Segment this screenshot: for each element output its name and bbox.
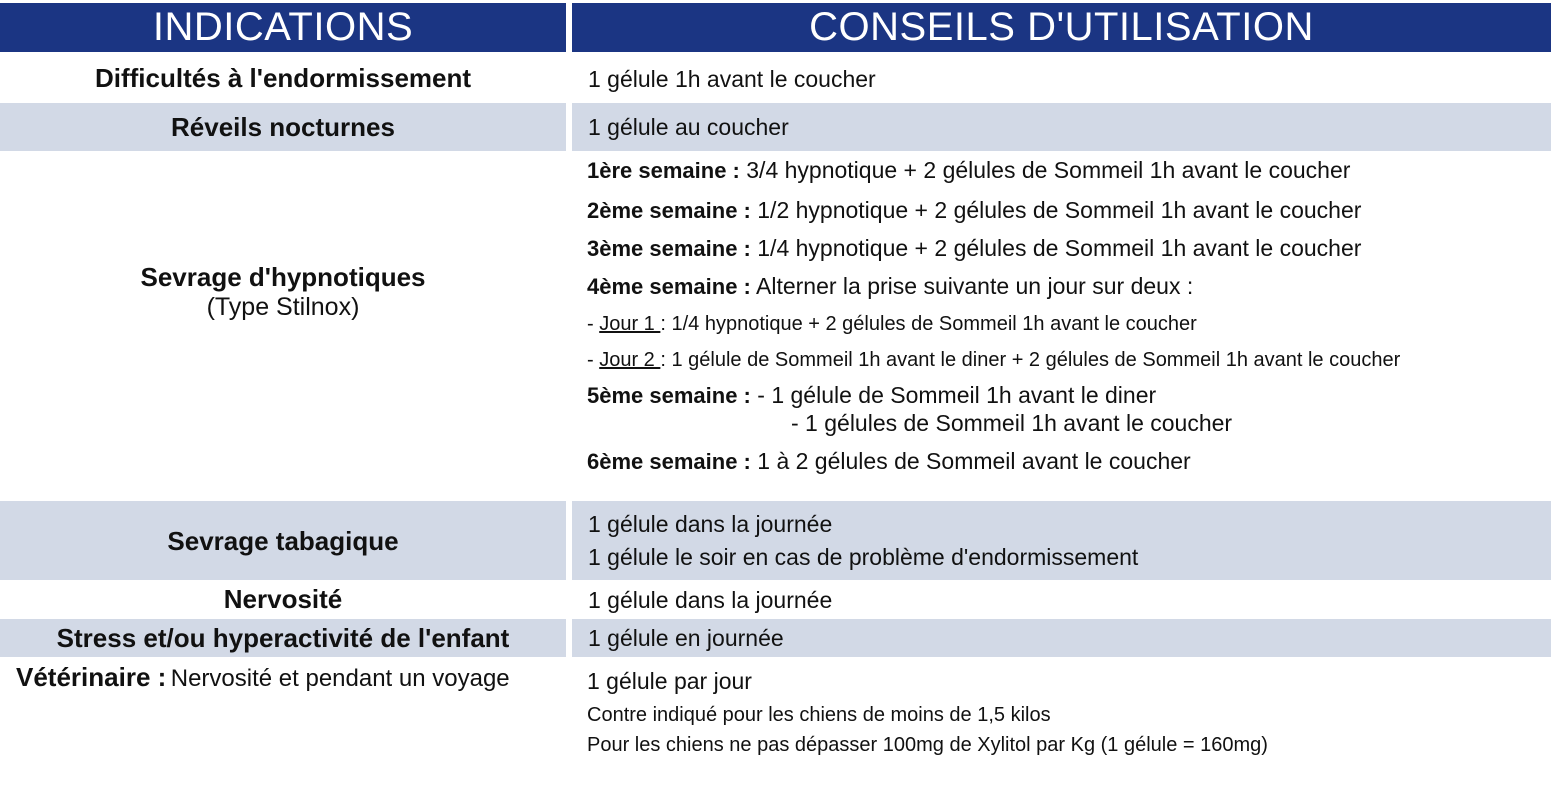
- indication-reveils: Réveils nocturnes: [0, 103, 566, 151]
- week-3-label: 3ème semaine :: [587, 236, 751, 261]
- header-conseils: CONSEILS D'UTILISATION: [572, 3, 1551, 52]
- veterinaire-label: Vétérinaire :: [16, 662, 167, 692]
- week-5-label: 5ème semaine :: [587, 383, 751, 408]
- day-1-prefix: -: [587, 313, 600, 335]
- week-5-text-2: - 1 gélules de Sommeil 1h avant le coucher: [791, 410, 1233, 436]
- veterinaire-note-2: Pour les chiens ne pas dépasser 100mg de Xylitol par Kg (1 gélule = 160mg): [587, 734, 1268, 756]
- week-6-text: 1 à 2 gélules de Sommeil avant le coucher: [757, 448, 1191, 474]
- day-1-label: Jour 1: [599, 313, 661, 335]
- indication-endormissement: Difficultés à l'endormissement: [94, 63, 472, 93]
- week-3-text: 1/4 hypnotique + 2 gélules de Sommeil 1h avant le coucher: [757, 235, 1362, 261]
- week-3-line: [587, 235, 1361, 262]
- indication-sevrage-sub: (Type Stilnox): [206, 293, 360, 321]
- day-1-text: : 1/4 hypnotique + 2 gélules de Sommeil 1h avant le coucher: [660, 313, 1197, 335]
- indication-nervosite: Nervosité: [223, 584, 343, 614]
- advice-reveils: 1 gélule au coucher: [572, 103, 1551, 151]
- week-1-line: [587, 157, 1350, 184]
- week-2-label: 2ème semaine :: [587, 198, 751, 223]
- advice-endormissement: 1 gélule 1h avant le coucher: [588, 65, 876, 92]
- veterinaire-note-1: Contre indiqué pour les chiens de moins de 1,5 kilos: [587, 704, 1051, 726]
- indication-stress: Stress et/ou hyperactivité de l'enfant: [0, 619, 566, 657]
- indication-sevrage-tabagique: Sevrage tabagique: [0, 501, 566, 580]
- advice-sevrage-tabagique: [572, 501, 1551, 580]
- week-2-text: 1/2 hypnotique + 2 gélules de Sommeil 1h avant le coucher: [757, 197, 1362, 223]
- week-4-line: [587, 273, 1193, 300]
- week-1-text: 3/4 hypnotique + 2 gélules de Sommeil 1h avant le coucher: [746, 157, 1351, 183]
- advice-stress: 1 gélule en journée: [572, 619, 1551, 657]
- week-2-line: [587, 197, 1361, 224]
- day-2-prefix: -: [587, 349, 600, 371]
- advice-nervosite: 1 gélule dans la journée: [588, 586, 833, 613]
- week-5-text-1: - 1 gélule de Sommeil 1h avant le diner: [757, 382, 1157, 408]
- week-6-label: 6ème semaine :: [587, 449, 751, 474]
- advice-tabac-2: 1 gélule le soir en cas de problème d'endormissement: [588, 543, 1139, 570]
- week-4-label: 4ème semaine :: [587, 274, 751, 299]
- day-2-label: Jour 2: [599, 349, 661, 371]
- week-5-line-2: [791, 410, 1232, 437]
- week-6-line: [587, 448, 1191, 475]
- day-1-line: [587, 313, 1197, 336]
- advice-tabac-1: 1 gélule dans la journée: [588, 510, 833, 537]
- week-5-line: [587, 382, 1156, 409]
- indication-veterinaire: [16, 662, 510, 693]
- advice-veterinaire: 1 gélule par jour: [587, 668, 752, 694]
- indication-sevrage-title: Sevrage d'hypnotiques: [140, 262, 426, 292]
- day-2-line: [587, 349, 1400, 372]
- week-1-label: 1ère semaine :: [587, 158, 740, 183]
- day-2-text: : 1 gélule de Sommeil 1h avant le diner + 2 gélules de Sommeil 1h avant le coucher: [660, 349, 1401, 371]
- indication-sevrage-hypnotiques: [0, 152, 566, 432]
- week-4-text: Alterner la prise suivante un jour sur deux :: [756, 273, 1194, 299]
- header-indications: INDICATIONS: [0, 3, 566, 52]
- veterinaire-indication: Nervosité et pendant un voyage: [170, 665, 510, 692]
